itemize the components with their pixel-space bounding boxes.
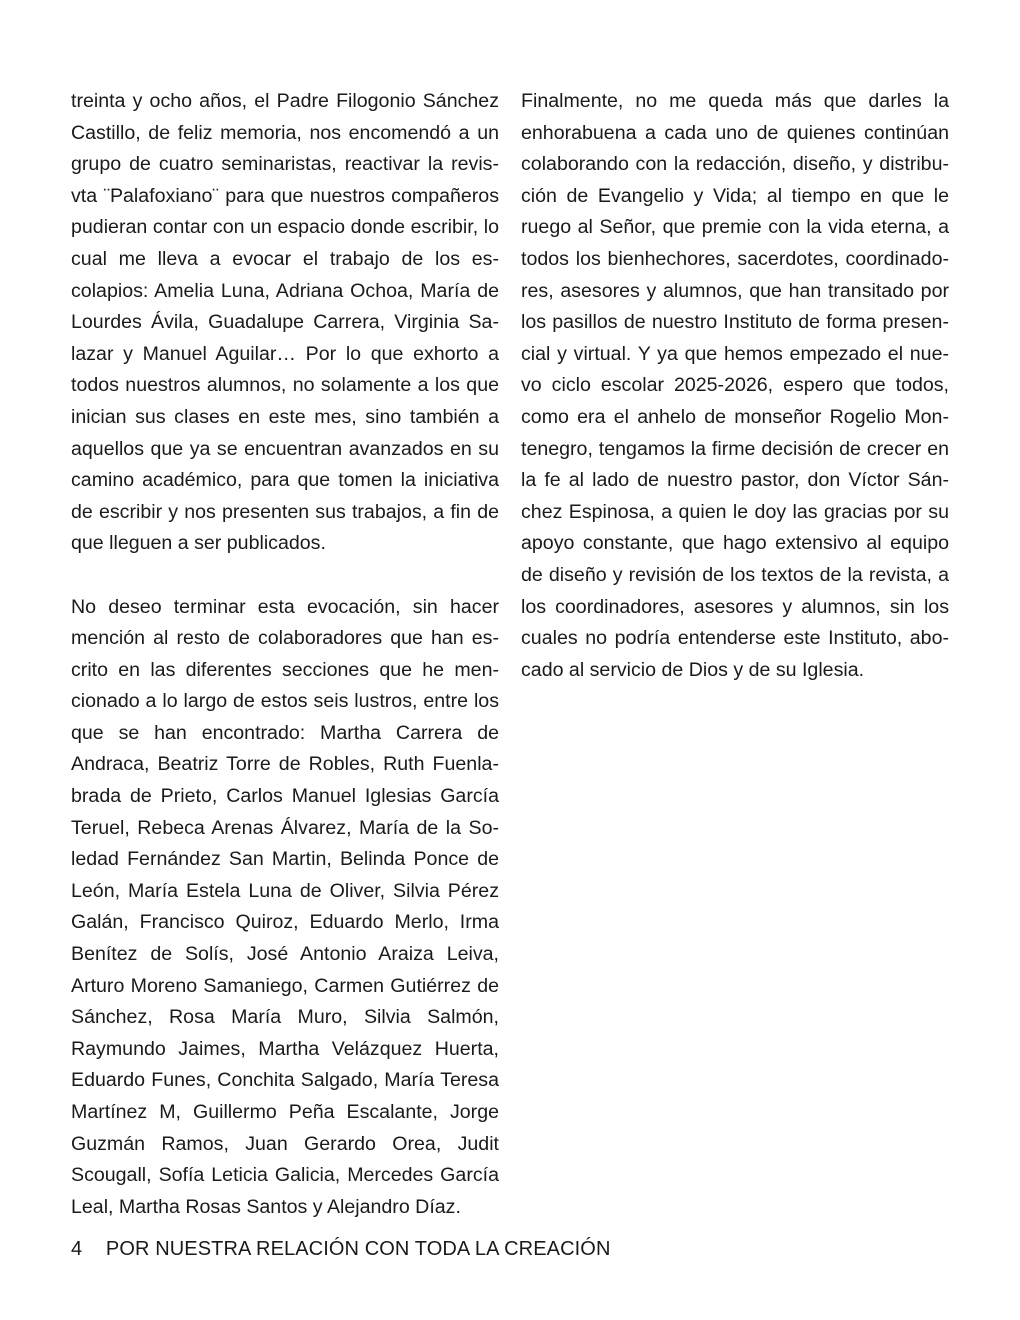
body-paragraph: No deseo terminar esta evocación, sin hacer mención al resto de colaboradores que han escrito en las diferentes secciones que he mencionado a lo largo de estos seis lustros, entre los que se han encontrado: Martha Carrera de Andraca, Beatriz Torre de Robles, Ruth Fuenlabrada de Prieto, Carlos Manuel Iglesias García Teruel, Rebeca Arenas Álvarez, María de la Soledad Fernández San Martin, Belinda Ponce de León, María Estela Luna de Oliver, Silvia Pérez Galán, Francisco Quiroz, Eduardo Merlo, Irma Benítez de Solís, José Antonio Araiza Leiva, Arturo Moreno Samaniego, Carmen Gutiérrez de Sánchez, Rosa María Muro, Silvia Salmón, Raymundo Jaimes, Martha Velázquez Huerta, Eduardo Funes, Conchita Salgado, María Teresa Martínez M, Guillermo Peña Escalante, Jorge Guzmán Ramos, Juan Gerardo Orea, Judit Scougall, Sofía Leticia Galicia, Mercedes García Leal, Martha Rosas Santos y Alejandro Díaz. (71, 595, 499, 1218)
running-title: POR NUESTRA RELACIÓN CON TODA LA CREACIÓN (105, 1238, 611, 1260)
right-column (521, 86, 949, 686)
body-paragraph: Finalmente, no me queda más que darles la enhorabuena a cada uno de quienes continúan colaborando con la redacción, diseño, y distribución de Evangelio y Vida; al tiempo en que le ruego al Señor, que premie con la vida eterna, a todos los bienhechores, sacerdotes, coordinadores, asesores y alumnos, que han transitado por los pasillos de nuestro Instituto de forma presencial y virtual. Y ya que hemos empezado el nuevo ciclo escolar 2025-2026, espero que todos, como era el anhelo de monseñor Rogelio Montenegro, tengamos la firme decisión de crecer en la fe al lado de nuestro pastor, don Víctor Sánchez Espinosa, a quien le doy las gracias por su apoyo constante, que hago extensivo al equipo de diseño y revisión de los textos de la revista, a los coordinadores, asesores y alumnos, sin los cuales no podría entenderse este Instituto, abocado al servicio de Dios y de su Iglesia. (521, 90, 949, 681)
page-footer (71, 1234, 611, 1264)
page-number: 4 (71, 1238, 83, 1260)
left-column (71, 86, 499, 1223)
body-paragraph: treinta y ocho años, el Padre Filogonio Sánchez Castillo, de feliz memoria, nos encomendó a un grupo de cuatro seminaristas, reactivar la revisvta ¨Palafoxiano¨ para que nuestros compañeros pudieran contar con un espacio donde escribir, lo cual me lleva a evocar el trabajo de los escolapios: Amelia Luna, Adriana Ochoa, María de Lourdes Ávila, Guadalupe Carrera, Virginia Salazar y Manuel Aguilar… Por lo que exhorto a todos nuestros alumnos, no solamente a los que inician sus clases en este mes, sino también a aquellos que ya se encuentran avanzados en su camino académico, para que tomen la iniciativa de escribir y nos presenten sus trabajos, a fin de que lleguen a ser publicados. (71, 90, 499, 555)
